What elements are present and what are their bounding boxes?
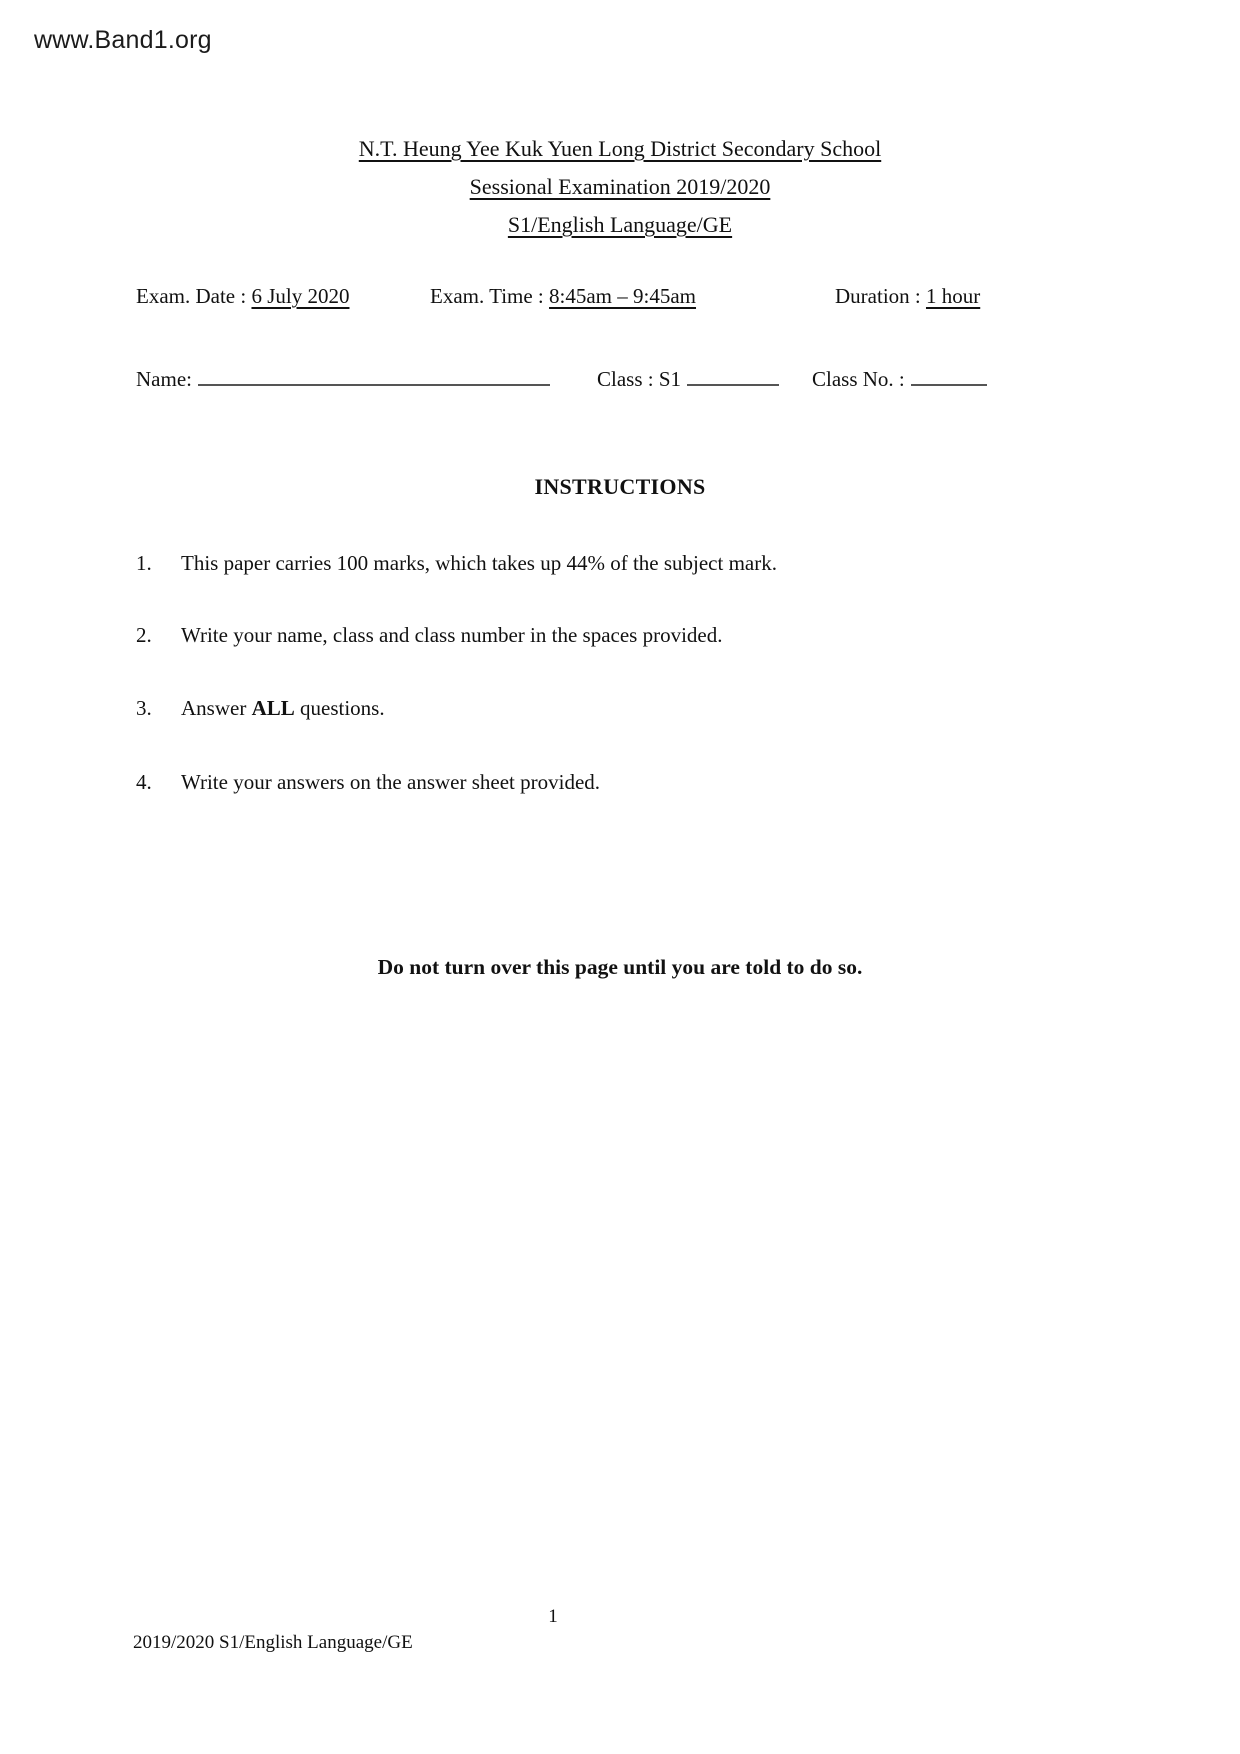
instruction-text-prefix: Answer [181,696,252,720]
title-block [0,130,1240,244]
class-blank-line [687,364,779,386]
paper-subject-title: S1/English Language/GE [507,212,733,237]
instruction-number: 4. [136,770,152,794]
name-label: Name: [136,367,192,391]
site-watermark: www.Band1.org [34,26,212,54]
instruction-number: 2. [136,623,152,647]
exam-duration-value: 1 hour [925,284,981,308]
instruction-text: Write your answers on the answer sheet provided. [181,770,601,794]
class-no-label: Class No. : [812,367,905,391]
page-number: 1 [548,1606,558,1627]
class-no-blank-line [911,364,987,386]
instruction-text [181,696,385,721]
instruction-number: 1. [136,551,152,575]
exam-session-title: Sessional Examination 2019/2020 [469,174,771,199]
name-field [136,364,550,392]
instruction-number: 3. [136,696,152,720]
class-no-field [812,364,987,392]
exam-duration-label: Duration : [835,284,926,308]
instruction-text-suffix: questions. [294,696,385,720]
instruction-text: Write your name, class and class number in the spaces provided. [181,623,723,647]
do-not-turn-notice: Do not turn over this page until you are told to do so. [377,955,863,979]
class-field [597,364,779,392]
instructions-heading: INSTRUCTIONS [534,474,706,499]
exam-date-label: Exam. Date : [136,284,252,308]
exam-time-value: 8:45am – 9:45am [549,284,697,308]
instruction-text: This paper carries 100 marks, which takes up 44% of the subject mark. [181,551,777,575]
exam-date [136,284,349,309]
exam-duration [835,284,980,309]
class-label: Class : S1 [597,367,682,391]
school-name: N.T. Heung Yee Kuk Yuen Long District Secondary School [358,136,882,161]
name-blank-line [198,364,550,386]
exam-date-value: 6 July 2020 [251,284,350,308]
document-reference: 2019/2020 S1/English Language/GE [133,1632,413,1653]
exam-time-label: Exam. Time : [430,284,550,308]
exam-time [430,284,696,309]
instruction-text-bold: ALL [251,696,295,720]
